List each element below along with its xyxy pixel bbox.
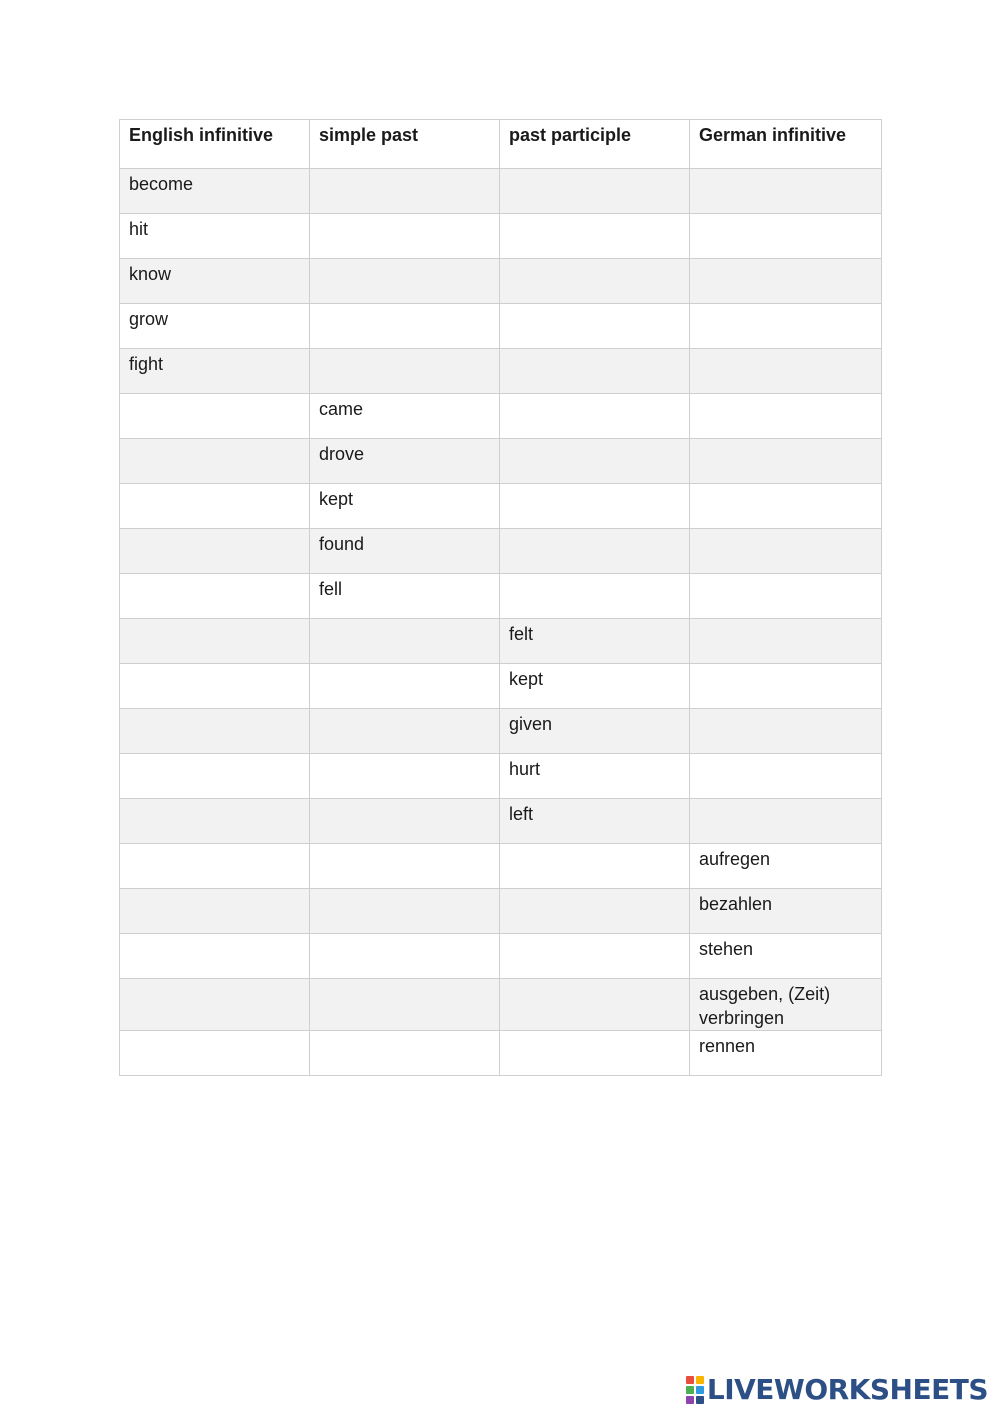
- answer-cell[interactable]: [500, 889, 690, 934]
- answer-cell[interactable]: [500, 214, 690, 259]
- answer-cell[interactable]: [500, 169, 690, 214]
- table-row: [120, 799, 882, 844]
- answer-cell[interactable]: [500, 439, 690, 484]
- table-row: [120, 979, 882, 1031]
- table-cell: felt: [500, 619, 690, 664]
- answer-cell[interactable]: [120, 709, 310, 754]
- answer-cell[interactable]: [500, 979, 690, 1031]
- answer-cell[interactable]: [310, 664, 500, 709]
- answer-cell[interactable]: [120, 529, 310, 574]
- answer-cell[interactable]: [690, 574, 882, 619]
- table-row: [120, 259, 882, 304]
- answer-cell[interactable]: [500, 484, 690, 529]
- table-row: [120, 394, 882, 439]
- answer-cell[interactable]: [310, 889, 500, 934]
- answer-cell[interactable]: [310, 934, 500, 979]
- table-cell: aufregen: [690, 844, 882, 889]
- answer-cell[interactable]: [690, 664, 882, 709]
- answer-cell[interactable]: [120, 1031, 310, 1076]
- logo-square: [686, 1376, 694, 1384]
- answer-cell[interactable]: [310, 844, 500, 889]
- header-german-infinitive: German infinitive: [690, 120, 882, 169]
- logo-square: [696, 1396, 704, 1404]
- answer-cell[interactable]: [120, 664, 310, 709]
- answer-cell[interactable]: [310, 1031, 500, 1076]
- table-row: [120, 934, 882, 979]
- answer-cell[interactable]: [310, 619, 500, 664]
- answer-cell[interactable]: [120, 754, 310, 799]
- logo-square: [696, 1386, 704, 1394]
- table-row: [120, 304, 882, 349]
- answer-cell[interactable]: [310, 754, 500, 799]
- answer-cell[interactable]: [500, 529, 690, 574]
- answer-cell[interactable]: [690, 304, 882, 349]
- answer-cell[interactable]: [500, 349, 690, 394]
- table-row: [120, 709, 882, 754]
- table-row: [120, 664, 882, 709]
- answer-cell[interactable]: [120, 574, 310, 619]
- table-row: [120, 349, 882, 394]
- answer-cell[interactable]: [500, 934, 690, 979]
- answer-cell[interactable]: [310, 979, 500, 1031]
- table-row: [120, 169, 882, 214]
- table-cell: drove: [310, 439, 500, 484]
- answer-cell[interactable]: [310, 349, 500, 394]
- header-english-infinitive: English infinitive: [120, 120, 310, 169]
- answer-cell[interactable]: [120, 439, 310, 484]
- table-cell: become: [120, 169, 310, 214]
- answer-cell[interactable]: [690, 529, 882, 574]
- answer-cell[interactable]: [500, 394, 690, 439]
- table-cell: fight: [120, 349, 310, 394]
- answer-cell[interactable]: [500, 1031, 690, 1076]
- table-row: [120, 574, 882, 619]
- answer-cell[interactable]: [120, 979, 310, 1031]
- answer-cell[interactable]: [690, 214, 882, 259]
- answer-cell[interactable]: [690, 799, 882, 844]
- table-row: [120, 889, 882, 934]
- answer-cell[interactable]: [690, 439, 882, 484]
- table-cell: found: [310, 529, 500, 574]
- answer-cell[interactable]: [120, 394, 310, 439]
- answer-cell[interactable]: [120, 619, 310, 664]
- logo-square: [686, 1396, 694, 1404]
- answer-cell[interactable]: [310, 709, 500, 754]
- answer-cell[interactable]: [310, 304, 500, 349]
- answer-cell[interactable]: [310, 799, 500, 844]
- table-cell: kept: [500, 664, 690, 709]
- table-cell: bezahlen: [690, 889, 882, 934]
- liveworksheets-logo-icon: [686, 1376, 704, 1404]
- brand-name: LIVEWORKSHEETS: [706, 1373, 988, 1406]
- table-row: [120, 844, 882, 889]
- answer-cell[interactable]: [690, 709, 882, 754]
- table-header-row: [120, 120, 882, 169]
- answer-cell[interactable]: [690, 484, 882, 529]
- answer-cell[interactable]: [310, 169, 500, 214]
- table-cell: came: [310, 394, 500, 439]
- table-cell: stehen: [690, 934, 882, 979]
- table-cell: grow: [120, 304, 310, 349]
- answer-cell[interactable]: [120, 799, 310, 844]
- answer-cell[interactable]: [500, 304, 690, 349]
- table-row: [120, 754, 882, 799]
- answer-cell[interactable]: [500, 259, 690, 304]
- table-cell: given: [500, 709, 690, 754]
- answer-cell[interactable]: [500, 574, 690, 619]
- verb-forms-table: [119, 119, 882, 1076]
- table-cell: ausgeben, (Zeit) verbringen: [690, 979, 882, 1031]
- logo-square: [696, 1376, 704, 1384]
- table-row: [120, 439, 882, 484]
- answer-cell[interactable]: [310, 214, 500, 259]
- table-row: [120, 484, 882, 529]
- header-past-participle: past participle: [500, 120, 690, 169]
- answer-cell[interactable]: [690, 349, 882, 394]
- header-simple-past: simple past: [310, 120, 500, 169]
- answer-cell[interactable]: [120, 934, 310, 979]
- answer-cell[interactable]: [690, 394, 882, 439]
- table-cell: kept: [310, 484, 500, 529]
- table-row: [120, 214, 882, 259]
- answer-cell[interactable]: [120, 889, 310, 934]
- table-row: [120, 619, 882, 664]
- answer-cell[interactable]: [690, 259, 882, 304]
- answer-cell[interactable]: [120, 844, 310, 889]
- table-row: [120, 529, 882, 574]
- answer-cell[interactable]: [500, 844, 690, 889]
- liveworksheets-brand: [686, 1373, 988, 1407]
- table-cell: fell: [310, 574, 500, 619]
- table-cell: know: [120, 259, 310, 304]
- answer-cell[interactable]: [690, 754, 882, 799]
- answer-cell[interactable]: [120, 484, 310, 529]
- table-cell: rennen: [690, 1031, 882, 1076]
- answer-cell[interactable]: [310, 259, 500, 304]
- table-cell: hit: [120, 214, 310, 259]
- answer-cell[interactable]: [690, 169, 882, 214]
- table-cell: hurt: [500, 754, 690, 799]
- logo-square: [686, 1386, 694, 1394]
- table-row: [120, 1031, 882, 1076]
- table-cell: left: [500, 799, 690, 844]
- answer-cell[interactable]: [690, 619, 882, 664]
